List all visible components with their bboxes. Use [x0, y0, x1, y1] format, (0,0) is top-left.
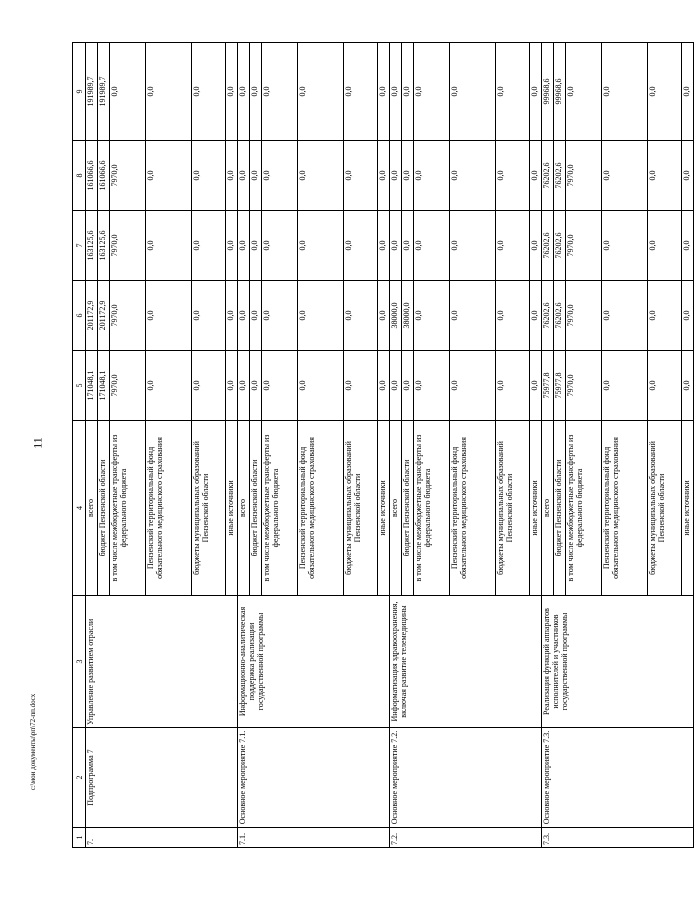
funding-source-label: в том числе межбюджетные трансферты из федерального бюджета — [414, 421, 450, 596]
amount-cell: 0,0 — [250, 43, 262, 141]
amount-cell: 191989,7 — [86, 43, 98, 141]
amount-cell: 7970,0 — [566, 281, 602, 351]
amount-cell: 0,0 — [192, 211, 226, 281]
amount-cell: 0,0 — [262, 43, 298, 141]
row-number: 7.3. — [542, 828, 694, 848]
amount-cell: 0,0 — [402, 211, 414, 281]
amount-cell: 0,0 — [192, 141, 226, 211]
amount-cell: 0,0 — [226, 281, 238, 351]
amount-cell: 0,0 — [262, 141, 298, 211]
funding-source-label: бюджеты муниципальных образований Пензенской области — [648, 421, 682, 596]
amount-cell: 0,0 — [390, 43, 402, 141]
amount-cell: 0,0 — [262, 211, 298, 281]
column-header: 5 — [73, 351, 86, 421]
amount-cell: 0,0 — [414, 141, 450, 211]
amount-cell: 0,0 — [146, 281, 192, 351]
amount-cell: 75977,8 — [554, 351, 566, 421]
amount-cell: 0,0 — [682, 351, 694, 421]
amount-cell: 0,0 — [238, 211, 250, 281]
funding-source-label: всего — [238, 421, 250, 596]
funding-source-label: иные источники — [682, 421, 694, 596]
amount-cell: 0,0 — [298, 43, 344, 141]
amount-cell: 0,0 — [402, 43, 414, 141]
column-header: 3 — [73, 596, 86, 728]
amount-cell: 0,0 — [496, 351, 530, 421]
amount-cell: 0,0 — [450, 211, 496, 281]
amount-cell: 0,0 — [450, 43, 496, 141]
funding-source-label: бюджет Пензенской области — [402, 421, 414, 596]
amount-cell: 0,0 — [450, 351, 496, 421]
amount-cell: 163125,6 — [86, 211, 98, 281]
amount-cell: 0,0 — [682, 211, 694, 281]
amount-cell: 0,0 — [450, 141, 496, 211]
column-header: 1 — [73, 828, 86, 848]
funding-source-label: бюджет Пензенской области — [250, 421, 262, 596]
amount-cell: 99968,6 — [542, 43, 554, 141]
header-row — [73, 43, 86, 848]
amount-cell: 0,0 — [530, 43, 542, 141]
funding-source-label: бюджет Пензенской области — [554, 421, 566, 596]
funding-source-label: иные источники — [378, 421, 390, 596]
amount-cell: 171048,1 — [86, 351, 98, 421]
column-header: 4 — [73, 421, 86, 596]
amount-cell: 0,0 — [390, 211, 402, 281]
funding-source-label: бюджеты муниципальных образований Пензенской области — [496, 421, 530, 596]
amount-cell: 75977,8 — [542, 351, 554, 421]
amount-cell: 7970,0 — [566, 351, 602, 421]
funding-source-label: Пензенский территориальный фонд обязательного медицинского страхования — [298, 421, 344, 596]
amount-cell: 0,0 — [250, 141, 262, 211]
funding-table — [72, 42, 694, 848]
column-header: 7 — [73, 211, 86, 281]
amount-cell: 0,0 — [110, 43, 146, 141]
funding-source-label: иные источники — [530, 421, 542, 596]
column-header: 8 — [73, 141, 86, 211]
amount-cell: 0,0 — [146, 43, 192, 141]
funding-source-label: в том числе межбюджетные трансферты из федерального бюджета — [566, 421, 602, 596]
amount-cell: 0,0 — [566, 43, 602, 141]
amount-cell: 76202,6 — [554, 211, 566, 281]
amount-cell: 0,0 — [450, 281, 496, 351]
funding-source-label: иные источники — [226, 421, 238, 596]
amount-cell: 76202,6 — [554, 281, 566, 351]
footer-file-path: c:\мои документы\рп\72-пп.docx — [29, 693, 37, 791]
amount-cell: 0,0 — [390, 141, 402, 211]
amount-cell: 0,0 — [496, 141, 530, 211]
amount-cell: 0,0 — [602, 141, 648, 211]
amount-cell: 0,0 — [192, 351, 226, 421]
funding-source-label: Пензенский территориальный фонд обязательного медицинского страхования — [602, 421, 648, 596]
amount-cell: 0,0 — [648, 141, 682, 211]
amount-cell: 7970,0 — [110, 211, 146, 281]
amount-cell: 76202,6 — [542, 281, 554, 351]
amount-cell: 0,0 — [402, 141, 414, 211]
measure-name: Основное мероприятие 7.3. — [542, 728, 694, 828]
amount-cell: 0,0 — [146, 351, 192, 421]
amount-cell: 201172,9 — [98, 281, 110, 351]
amount-cell: 0,0 — [402, 351, 414, 421]
amount-cell: 0,0 — [250, 211, 262, 281]
amount-cell: 0,0 — [238, 351, 250, 421]
amount-cell: 0,0 — [226, 141, 238, 211]
amount-cell: 0,0 — [414, 281, 450, 351]
amount-cell: 0,0 — [648, 351, 682, 421]
table-row — [238, 43, 250, 848]
table-row — [390, 43, 402, 848]
rotated-table-wrapper — [72, 43, 691, 848]
amount-cell: 0,0 — [648, 211, 682, 281]
amount-cell: 0,0 — [238, 43, 250, 141]
amount-cell: 38000,0 — [402, 281, 414, 351]
amount-cell: 7970,0 — [566, 211, 602, 281]
amount-cell: 7970,0 — [566, 141, 602, 211]
amount-cell: 0,0 — [250, 281, 262, 351]
amount-cell: 161066,6 — [98, 141, 110, 211]
table-row — [86, 43, 98, 848]
amount-cell: 99968,6 — [554, 43, 566, 141]
amount-cell: 0,0 — [602, 351, 648, 421]
amount-cell: 0,0 — [378, 141, 390, 211]
measure-description: Реализация функций аппаратов исполнителей и участников государственной программы — [542, 596, 694, 728]
measure-description: Информационно-аналитическая поддержка реализации государственной программы — [238, 596, 390, 728]
amount-cell: 0,0 — [378, 351, 390, 421]
amount-cell: 0,0 — [250, 351, 262, 421]
amount-cell: 0,0 — [602, 211, 648, 281]
amount-cell: 0,0 — [262, 281, 298, 351]
amount-cell: 7970,0 — [110, 141, 146, 211]
measure-name: Основное мероприятие 7.1. — [238, 728, 390, 828]
amount-cell: 201172,9 — [86, 281, 98, 351]
funding-source-label: в том числе межбюджетные трансферты из федерального бюджета — [110, 421, 146, 596]
measure-description: Информатизация здравоохранения, включая развитие телемедицины — [390, 596, 542, 728]
amount-cell: 0,0 — [344, 141, 378, 211]
amount-cell: 0,0 — [648, 281, 682, 351]
amount-cell: 0,0 — [238, 281, 250, 351]
funding-source-label: всего — [542, 421, 554, 596]
amount-cell: 0,0 — [682, 43, 694, 141]
amount-cell: 0,0 — [496, 211, 530, 281]
amount-cell: 76202,6 — [542, 211, 554, 281]
amount-cell: 0,0 — [414, 43, 450, 141]
amount-cell: 0,0 — [530, 281, 542, 351]
funding-source-label: бюджет Пензенской области — [98, 421, 110, 596]
funding-source-label: бюджеты муниципальных образований Пензенской области — [344, 421, 378, 596]
amount-cell: 76202,6 — [542, 141, 554, 211]
row-number: 7.1. — [238, 828, 390, 848]
amount-cell: 38000,0 — [390, 281, 402, 351]
funding-source-label: в том числе межбюджетные трансферты из федерального бюджета — [262, 421, 298, 596]
amount-cell: 0,0 — [344, 43, 378, 141]
column-header: 6 — [73, 281, 86, 351]
amount-cell: 0,0 — [378, 43, 390, 141]
amount-cell: 0,0 — [414, 211, 450, 281]
amount-cell: 0,0 — [496, 281, 530, 351]
amount-cell: 0,0 — [530, 211, 542, 281]
amount-cell: 163125,6 — [98, 211, 110, 281]
amount-cell: 0,0 — [192, 43, 226, 141]
amount-cell: 0,0 — [530, 141, 542, 211]
amount-cell: 0,0 — [298, 141, 344, 211]
column-header: 2 — [73, 728, 86, 828]
amount-cell: 0,0 — [602, 43, 648, 141]
funding-source-label: всего — [390, 421, 402, 596]
measure-name: Подпрограмма 7 — [86, 728, 238, 828]
amount-cell: 0,0 — [344, 351, 378, 421]
measure-description: Управление развитием отрасли — [86, 596, 238, 728]
amount-cell: 161066,6 — [86, 141, 98, 211]
amount-cell: 0,0 — [378, 211, 390, 281]
funding-source-label: всего — [86, 421, 98, 596]
table-body — [73, 43, 694, 848]
amount-cell: 0,0 — [238, 141, 250, 211]
amount-cell: 0,0 — [146, 141, 192, 211]
amount-cell: 0,0 — [530, 351, 542, 421]
amount-cell: 0,0 — [682, 141, 694, 211]
funding-source-label: Пензенский территориальный фонд обязательного медицинского страхования — [450, 421, 496, 596]
amount-cell: 0,0 — [496, 43, 530, 141]
amount-cell: 191989,7 — [98, 43, 110, 141]
measure-name: Основное мероприятие 7.2. — [390, 728, 542, 828]
amount-cell: 0,0 — [226, 351, 238, 421]
amount-cell: 0,0 — [378, 281, 390, 351]
amount-cell: 0,0 — [682, 281, 694, 351]
amount-cell: 0,0 — [648, 43, 682, 141]
amount-cell: 0,0 — [226, 211, 238, 281]
amount-cell: 0,0 — [146, 211, 192, 281]
amount-cell: 0,0 — [262, 351, 298, 421]
row-number: 7. — [86, 828, 238, 848]
amount-cell: 0,0 — [298, 281, 344, 351]
amount-cell: 0,0 — [602, 281, 648, 351]
funding-source-label: Пензенский территориальный фонд обязательного медицинского страхования — [146, 421, 192, 596]
amount-cell: 0,0 — [414, 351, 450, 421]
amount-cell: 171048,1 — [98, 351, 110, 421]
amount-cell: 0,0 — [298, 211, 344, 281]
amount-cell: 0,0 — [390, 351, 402, 421]
amount-cell: 0,0 — [226, 43, 238, 141]
amount-cell: 0,0 — [192, 281, 226, 351]
amount-cell: 7970,0 — [110, 281, 146, 351]
page-number: 11 — [30, 437, 45, 449]
amount-cell: 0,0 — [298, 351, 344, 421]
row-number: 7.2. — [390, 828, 542, 848]
amount-cell: 0,0 — [344, 211, 378, 281]
amount-cell: 0,0 — [344, 281, 378, 351]
column-header: 9 — [73, 43, 86, 141]
funding-source-label: бюджеты муниципальных образований Пензенской области — [192, 421, 226, 596]
amount-cell: 7970,0 — [110, 351, 146, 421]
table-row — [542, 43, 554, 848]
amount-cell: 76202,6 — [554, 141, 566, 211]
